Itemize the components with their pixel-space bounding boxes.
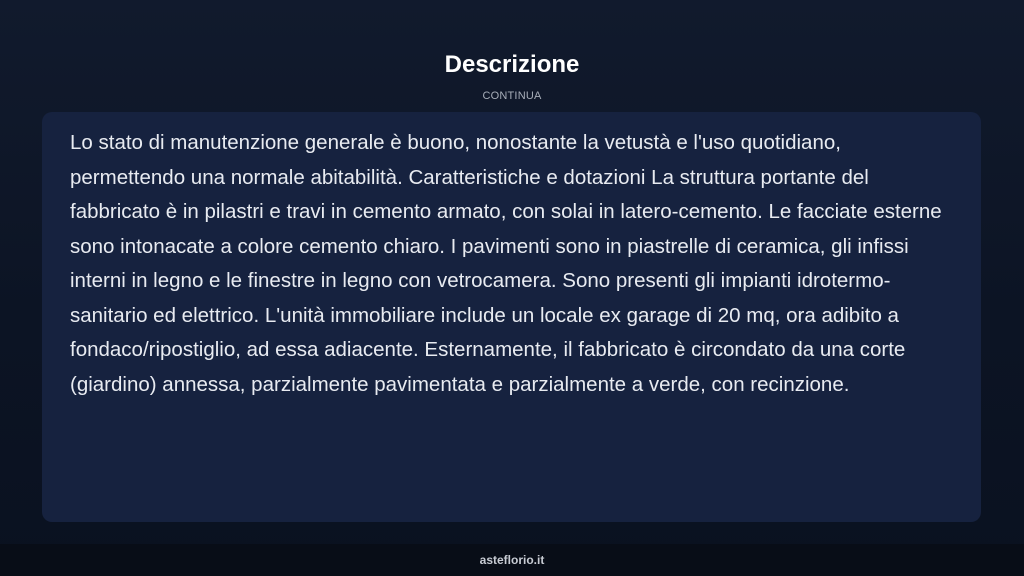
footer-bar: [0, 544, 1024, 576]
description-text: Lo stato di manutenzione generale è buono, nonostante la vetustà e l'uso quotidiano, permettendo una normale abitabilità. Caratteristiche e dotazioni La struttura portante del fabbricato è in pilastri e travi in cemento armato, con solai in latero-cemento. Le facciate esterne sono intonacate a colore cemento chiaro. I pavimenti sono in piastrelle di ceramica, gli infissi interni in legno e le finestre in legno con vetrocamera. Sono presenti gli impianti idrotermo-sanitario ed elettrico. L'unità immobiliare include un locale ex garage di 20 mq, ora adibito a fondaco/ripostiglio, ad essa adiacente. Esternamente, il fabbricato è circondato da una corte (giardino) annessa, parzialmente pavimentata e parzialmente a verde, con recinzione.: [70, 131, 942, 396]
description-card: [42, 112, 981, 522]
continue-label: CONTINUA: [482, 90, 542, 102]
site-name: asteflorio.it: [479, 553, 545, 567]
page-title: Descrizione: [444, 51, 580, 78]
